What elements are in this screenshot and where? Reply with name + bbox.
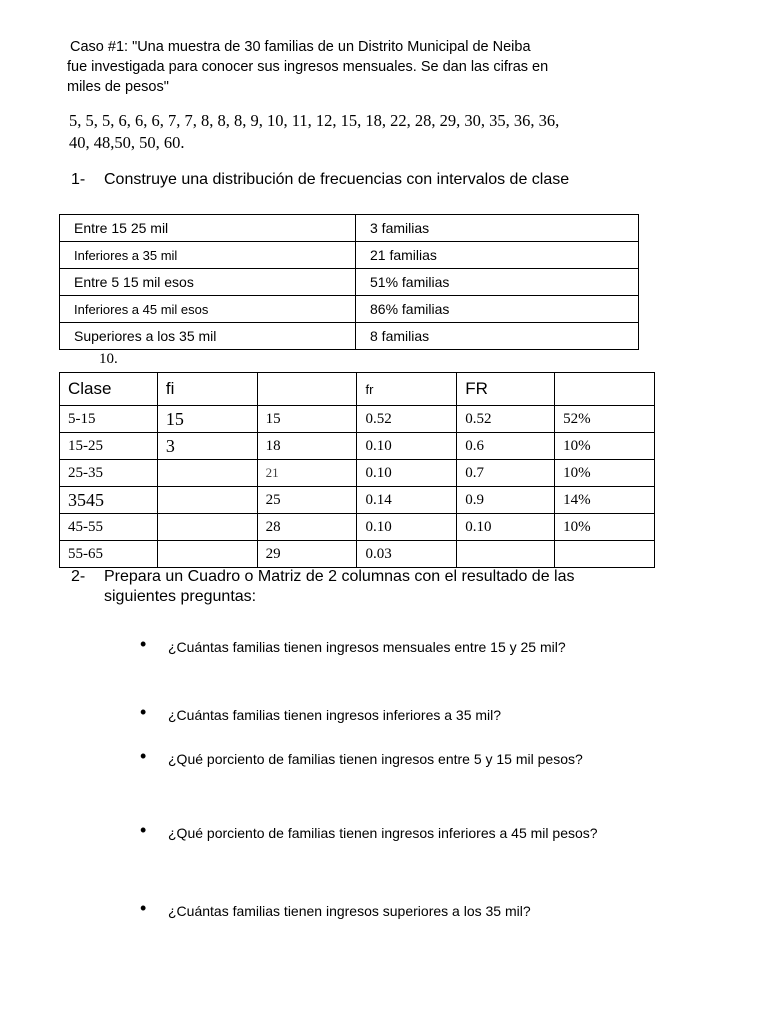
table-cell: 5-15 [60,406,158,433]
table-header-row [60,373,655,406]
table-cell: 21 [257,460,357,487]
table-cell: 10% [555,433,655,460]
table-cell: 55-65 [60,541,158,568]
question-2-marker: 2- [71,568,86,585]
table-cell: Entre 15 25 mil [60,215,356,242]
table-cell: 3 familias [356,215,639,242]
table-cell [157,541,257,568]
table-cell: 0.6 [457,433,555,460]
table-cell: 0.10 [357,460,457,487]
table-cell: 0.52 [457,406,555,433]
table-row [60,487,655,514]
table-cell: 15 [257,406,357,433]
question-2 [71,567,611,607]
note-number: 10. [99,351,118,367]
question-1-text: Construye una distribución de frecuencias con intervalos de clase [104,171,570,188]
table-cell: 0.14 [357,487,457,514]
list-item-text: ¿Qué porciento de familias tienen ingresos inferiores a 45 mil pesos? [168,825,598,841]
table-cell: 14% [555,487,655,514]
question-1 [71,170,611,190]
list-item [140,900,620,923]
header-blank [257,373,357,406]
intro-line-3: miles de pesos" [67,79,169,95]
data-values-line-1: 5, 5, 5, 6, 6, 6, 7, 7, 8, 8, 8, 9, 10, 11, 12, 15, 18, 22, 28, 29, 30, 35, 36, 36, [69,111,560,130]
answers-table [59,214,639,350]
table-cell [555,541,655,568]
table-cell: 0.03 [357,541,457,568]
case-intro [67,37,627,97]
table-cell: 0.52 [357,406,457,433]
intro-line-1: Caso #1: "Una muestra de 30 familias de un Distrito Municipal de Neiba [70,39,531,55]
table-cell: 0.10 [357,514,457,541]
table-cell: 51% familias [356,269,639,296]
table-row [60,269,639,296]
table-cell: 10% [555,460,655,487]
table-cell: 15-25 [60,433,158,460]
table-cell: Entre 5 15 mil esos [60,269,356,296]
data-values-line-2: 40, 48,50, 50, 60. [69,133,185,152]
list-item-text: ¿Qué porciento de familias tienen ingresos entre 5 y 15 mil pesos? [168,751,583,767]
question-2-text: Prepara un Cuadro o Matriz de 2 columnas con el resultado de las siguientes preguntas: [104,568,575,605]
table-row [60,242,639,269]
table-cell: 18 [257,433,357,460]
table-cell: 0.10 [457,514,555,541]
table-cell [157,487,257,514]
table-cell: Inferiores a 45 mil esos [60,296,356,323]
bullet-icon: • [140,746,147,766]
table-cell: 15 [157,406,257,433]
table-cell: Superiores a los 35 mil [60,323,356,350]
header-clase: Clase [60,373,158,406]
list-item [140,704,620,727]
table-row [60,541,655,568]
table-cell: 0.9 [457,487,555,514]
list-item [140,748,620,771]
table-cell: 25 [257,487,357,514]
table-row [60,215,639,242]
intro-line-2: fue investigada para conocer sus ingresos mensuales. Se dan las cifras en [67,59,549,75]
table-cell: 45-55 [60,514,158,541]
list-item [140,636,620,659]
table-cell [457,541,555,568]
table-cell: 21 familias [356,242,639,269]
table-cell: 10% [555,514,655,541]
table-cell: Inferiores a 35 mil [60,242,356,269]
table-row [60,406,655,433]
table-cell: 25-35 [60,460,158,487]
table-cell: 0.10 [357,433,457,460]
table-row [60,460,655,487]
table-cell: 0.7 [457,460,555,487]
list-item-text: ¿Cuántas familias tienen ingresos superiores a los 35 mil? [168,903,531,919]
question-1-marker: 1- [71,171,86,188]
table-row [60,296,639,323]
data-values [69,110,629,154]
table-cell: 3 [157,433,257,460]
bullet-icon: • [140,634,147,654]
table-cell: 8 familias [356,323,639,350]
table-cell: 28 [257,514,357,541]
table-cell: 52% [555,406,655,433]
table-cell: 3545 [60,487,158,514]
frequency-table [59,372,655,568]
header-blank [555,373,655,406]
bullet-icon: • [140,702,147,722]
table-cell: 29 [257,541,357,568]
bullet-icon: • [140,898,147,918]
table-row [60,433,655,460]
table-cell [157,514,257,541]
header-fr-cumulative: FR [457,373,555,406]
list-item-text: ¿Cuántas familias tienen ingresos inferiores a 35 mil? [168,707,502,723]
table-row [60,514,655,541]
table-row [60,323,639,350]
table-cell: 86% familias [356,296,639,323]
list-item [140,822,620,845]
header-fi: fi [157,373,257,406]
table-cell [157,460,257,487]
list-item-text: ¿Cuántas familias tienen ingresos mensuales entre 15 y 25 mil? [168,639,566,655]
header-fr: fr [357,373,457,406]
bullet-icon: • [140,820,147,840]
